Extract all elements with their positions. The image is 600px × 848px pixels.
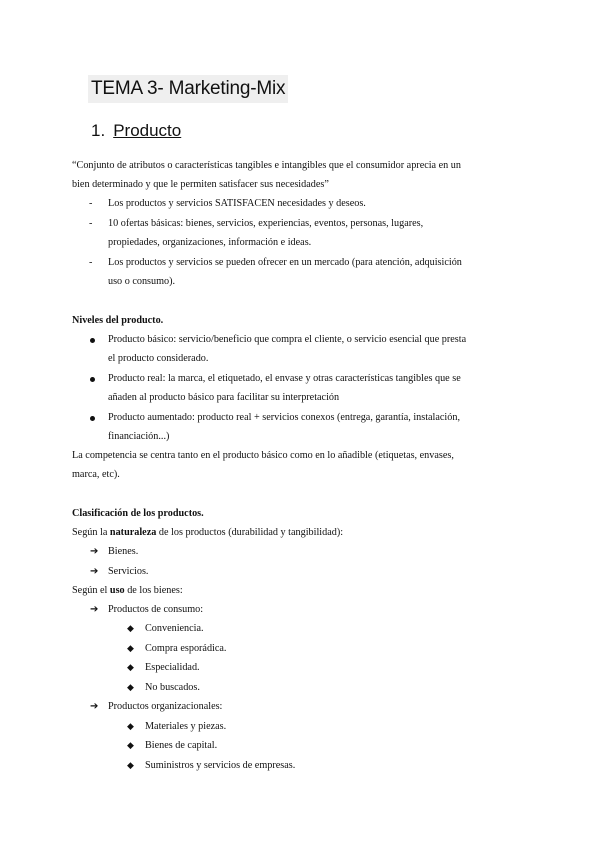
diamond-icon: ◆ [127,683,134,693]
bullet-dot [90,377,95,382]
arrow-icon: ➔ [90,566,99,577]
consumo-item: Compra esporádica. [145,643,227,654]
diamond-icon: ◆ [127,741,134,751]
bold-term: uso [109,585,125,596]
diamond-icon: ◆ [127,663,134,673]
dash-item: Los productos y servicios SATISFACEN necesidades y deseos. [108,198,366,209]
organizacionales-label: Productos organizacionales: [108,701,223,712]
organizacionales-item: Bienes de capital. [145,740,218,751]
text-segment: de los bienes: [124,585,183,596]
dash-marker: - [89,198,93,209]
niveles-item: Producto aumentado: producto real + servicios conexos (entrega, garantía, instalación, [108,412,461,423]
consumo-label: Productos de consumo: [108,604,204,615]
consumo-item: No buscados. [145,682,200,693]
uso-line [72,584,183,598]
niveles-item-continued: añaden al producto básico para facilitar su interpretación [108,392,340,403]
niveles-item-continued: financiación...) [108,431,170,442]
definition-line: “Conjunto de atributos o características tangibles e intangibles que el consumidor aprecia en un [72,160,461,171]
organizacionales-item: Materiales y piezas. [145,721,227,732]
niveles-summary: La competencia se centra tanto en el producto básico como en lo añadible (etiquetas, envases, [72,450,454,461]
dash-item: 10 ofertas básicas: bienes, servicios, experiencias, eventos, personas, lugares, [108,218,424,229]
section-heading [91,120,181,142]
arrow-icon: ➔ [90,604,99,615]
diamond-icon: ◆ [127,722,134,732]
diamond-icon: ◆ [127,644,134,654]
organizacionales-item: Suministros y servicios de empresas. [145,760,296,771]
clasificacion-heading: Clasificación de los productos. [72,508,204,519]
text-segment: de los productos (durabilidad y tangibilidad): [156,527,344,538]
dash-item-continued: uso o consumo). [108,276,176,287]
naturaleza-item: Servicios. [108,566,149,577]
consumo-item: Conveniencia. [145,623,204,634]
dash-item-continued: propiedades, organizaciones, información e ideas. [108,237,312,248]
bullet-dot [90,416,95,421]
page-title: TEMA 3- Marketing-Mix [88,75,288,103]
definition-line: bien determinado y que le permiten satisfacer sus necesidades” [72,179,329,190]
diamond-icon: ◆ [127,624,134,634]
niveles-item: Producto básico: servicio/beneficio que compra el cliente, o servicio esencial que presta [108,334,467,345]
text-segment: Según la [72,527,110,538]
niveles-item: Producto real: la marca, el etiquetado, el envase y otras características tangibles que se [108,373,461,384]
dash-marker: - [89,218,93,229]
consumo-item: Especialidad. [145,662,200,673]
arrow-icon: ➔ [90,546,99,557]
bold-term: naturaleza [109,527,157,538]
niveles-heading: Niveles del producto. [72,315,164,326]
diamond-icon: ◆ [127,761,134,771]
dash-item: Los productos y servicios se pueden ofrecer en un mercado (para atención, adquisición [108,257,462,268]
naturaleza-line [72,526,343,540]
niveles-item-continued: el producto considerado. [108,353,209,364]
arrow-icon: ➔ [90,701,99,712]
section-number: 1. [91,121,106,140]
text-segment: Según el [72,585,110,596]
bullet-dot [90,338,95,343]
naturaleza-item: Bienes. [108,546,139,557]
section-label: Producto [113,121,182,140]
dash-marker: - [89,257,93,268]
niveles-summary: marca, etc). [72,469,120,480]
